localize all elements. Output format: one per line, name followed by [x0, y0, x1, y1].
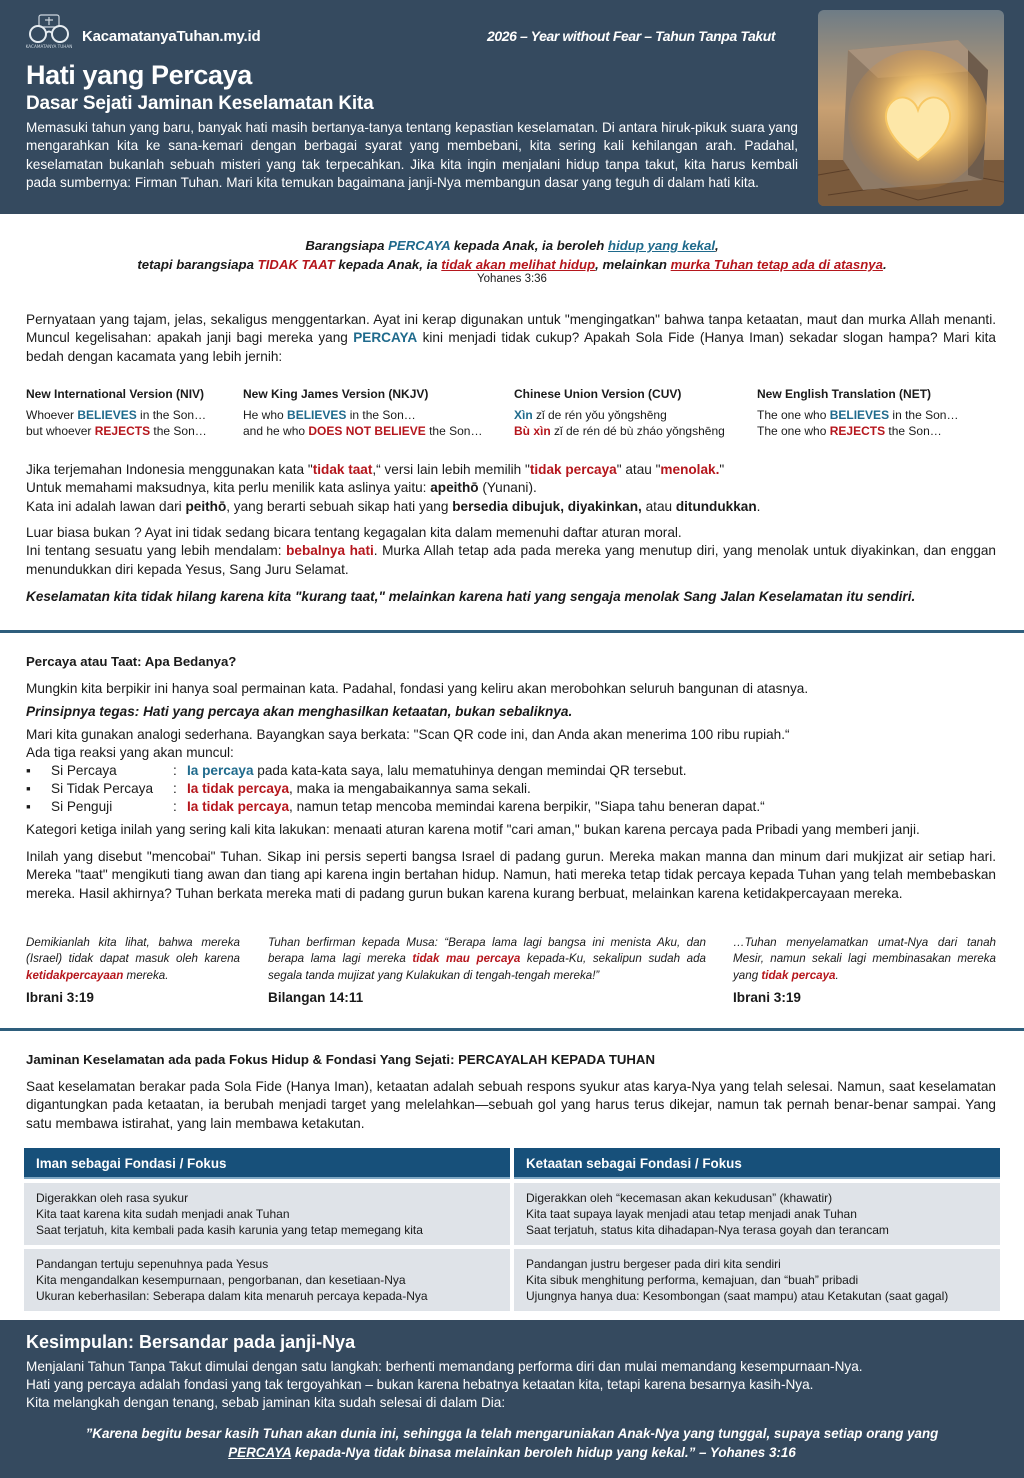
version-niv [26, 386, 207, 440]
believe-highlight: PERCAYA [353, 330, 418, 346]
verse-wrath: murka Tuhan tetap ada di atasnya [670, 257, 883, 272]
believe-underlined: PERCAYA [228, 1445, 292, 1460]
section-title-assurance: Jaminan Keselamatan ada pada Fokus Hidup & Fondasi Yang Sejati: PERCAYALAH KEPADA TUHAN [26, 1052, 655, 1067]
year-tagline: 2026 – Year without Fear – Tahun Tanpa Takut [487, 28, 776, 44]
paragraph-stubborn-heart: Luar biasa bukan ? Ayat ini tidak sedang bicara tentang kegagalan kita dalam memenuhi daftar aturan moral. Ini tentang sesuatu yang lebih mendalam: bebalnya hati. Murka Allah tetap ada pada mereka yang menutup diri, yang menolak untuk diyakinkan, dan enggan menundukkan diri kepada Yesus, Sang Juru Selamat. [26, 525, 996, 577]
stone-heart-image [818, 10, 1004, 206]
verse-not-see-life: tidak akan melihat hidup [441, 257, 596, 272]
version-title: Chinese Union Version (CUV) [514, 387, 682, 401]
conclusion-title: Kesimpulan: Bersandar pada janji-Nya [26, 1332, 356, 1352]
header-banner [0, 0, 1024, 214]
verse-believe: PERCAYA [388, 238, 451, 253]
version-title: New King James Version (NKJV) [243, 387, 429, 401]
table-header-faith: Iman sebagai Fondasi / Fokus [24, 1148, 510, 1179]
quote-hebrews-2: …Tuhan menyelamatkan umat-Nya dari tanah Mesir, namun sekali lagi membinasakan mereka yang tidak percaya. [733, 936, 996, 982]
list-item: ▪ Si Penguji : Ia tidak percaya, namun tetap mencoba memindai karena berpikir, "Siapa tahu beneran dapat.“ [26, 799, 765, 814]
quote-numbers: Tuhan berfirman kepada Musa: “Berapa lama lagi bangsa ini menista Aku, dan berapa lama lagi mereka tidak mau percaya kepada-Ku, sekalipun sudah ada segala tanda mujizat yang Kulakukan di tengah-tengah mereka!” [268, 936, 706, 982]
paragraph-greek-word: Jika terjemahan Indonesia menggunakan kata "tidak taat,“ versi lain lebih memilih "tidak percaya" atau "menolak." Untuk memahami maksudnya, kita perlu menilik kata aslinya yaitu: apeithō (Yunani). Kata ini adalah lawan dari peithō, yang berarti sebuah sikap hati yang bersedia dibujuk, diyakinkan, atau ditundukkan. [26, 462, 761, 514]
quote-hebrews-1: Demikianlah kita lihat, bahwa mereka (Israel) tidak dapat masuk oleh karena ketidakpercayaan mereka. [26, 936, 240, 982]
version-nkjv [243, 386, 482, 440]
quote-ref-numbers: Bilangan 14:11 [268, 990, 364, 1005]
section3-paragraph: Saat keselamatan berakar pada Sola Fide (Hanya Iman), ketaatan adalah sebuah respons syukur atas karya-Nya yang telah selesai. Namun, saat keselamatan digantungkan pada ketaatan, ia berubah menjadi target yang melelahkan—sebuah gol yang harus terus dikejar, namun tak pernah benar-benar sampai. Yang satu membawa istirahat, yang lain membawa ketakutan. [26, 1079, 996, 1131]
conclusion-quote: ”Karena begitu besar kasih Tuhan akan dunia ini, sehingga Ia telah mengaruniakan Anak-Nya yang tunggal, supaya setiap orang yang PERCAYA kepada-Nya tidak binasa melainkan beroleh hidup yang kekal.” – Yohanes 3:16 [85, 1426, 939, 1460]
section2-analogy: Mari kita gunakan analogi sederhana. Bayangkan saya berkata: "Scan QR code ini, dan Anda akan menerima 100 ribu rupiah.“ Ada tiga reaksi yang akan muncul: [26, 727, 790, 761]
glasses-logo-icon [26, 14, 72, 52]
list-item: ▪ Si Percaya : Ia percaya pada kata-kata saya, lalu mematuhinya dengan memindai QR tersebut. [26, 763, 687, 778]
version-cuv [514, 386, 725, 440]
verse-line-1: Barangsiapa PERCAYA kepada Anak, ia beroleh hidup yang kekal, [305, 238, 719, 253]
verse-line-2: tetapi barangsiapa TIDAK TAAT kepada Anak, ia tidak akan melihat hidup, melainkan murka Tuhan tetap ada di atasnya. [137, 257, 887, 272]
verse-eternal-life: hidup yang kekal [608, 238, 716, 253]
version-line-2: and he who DOES NOT BELIEVE the Son… [243, 424, 483, 438]
paragraph-intro-verse: Pernyataan yang tajam, jelas, sekaligus menggentarkan. Ayat ini kerap digunakan untuk "mengingatkan" bahwa tanpa ketaatan, maut dan murka Allah menanti. Muncul kegelisahan: apakah janji bagi mereka yang PERCAYA kini menjadi tidak cukup? Apakah Sola Fide (Hanya Iman) sekadar slogan hampa? Mari kita bedah dengan kacamata yang lebih jernih: [26, 312, 996, 364]
table-header-obedience: Ketaatan sebagai Fondasi / Fokus [514, 1148, 1000, 1179]
key-statement: Keselamatan kita tidak hilang karena kita "kurang taat," melainkan karena hati yang sengaja menolak Sang Jalan Keselamatan itu sendiri. [26, 589, 916, 604]
conclusion-footer [0, 1320, 1024, 1478]
section-divider [0, 630, 1024, 633]
table-row [24, 1183, 1000, 1245]
page-subtitle: Dasar Sejati Jaminan Keselamatan Kita [26, 93, 374, 114]
version-title: New International Version (NIV) [26, 387, 205, 401]
key-verse [0, 236, 1024, 274]
verse-disobey: TIDAK TAAT [257, 257, 335, 272]
logo-wordmark: KACAMATANYA TUHAN [26, 44, 72, 49]
section2-paragraph-category: Kategori ketiga inilah yang sering kali kita lakukan: menaati aturan karena motif "cari aman," bukan karena percaya pada Pribadi yang memberi janji. [26, 822, 920, 837]
table-header-row [24, 1148, 1000, 1179]
site-name[interactable]: KacamatanyaTuhan.my.id [82, 28, 261, 45]
version-line-1: Xìn zǐ de rén yǒu yǒngshēng [514, 407, 667, 422]
table-cell: Pandangan justru bergeser pada diri kita sendiri Kita sibuk menghitung performa, kemajuan, dan “buah” pribadi Ujungnya hanya dua: Kesombongan (saat mampu) atau Ketakutan (saat gagal) [514, 1249, 1000, 1311]
version-line-1: He who BELIEVES in the Son… [243, 407, 416, 422]
section-title-believe-obey: Percaya atau Taat: Apa Bedanya? [26, 654, 237, 669]
section-divider [0, 1028, 1024, 1031]
comparison-table [24, 1148, 1000, 1311]
quote-ref-hebrews-2: Ibrani 3:19 [733, 990, 801, 1005]
version-line-1: The one who BELIEVES in the Son… [757, 407, 959, 422]
version-title: New English Translation (NET) [757, 387, 932, 401]
quote-ref-hebrews-1: Ibrani 3:19 [26, 990, 94, 1005]
table-cell: Pandangan tertuju sepenuhnya pada Yesus Kita mengandalkan kesempurnaan, pengorbanan, dan kesetiaan-Nya Ukuran keberhasilan: Seberapa dalam kita menaruh percaya kepada-Nya [24, 1249, 510, 1311]
verse-reference: Yohanes 3:36 [477, 273, 547, 285]
section2-paragraph-israel: Inilah yang disebut "mencobai" Tuhan. Sikap ini persis seperti bangsa Israel di padang gurun. Mereka makan manna dan minum dari mukjizat air setiap hari. Mereka "taat" mengikuti tiang awan dan tiang api karena ingin bertahan hidup. Namun, hati mereka tetap tidak percaya kepada Tuhan yang telah membebaskan mereka. Hasil akhirnya? Tuhan berkata mereka mati di padang gurun bukan karena kurang berbuat, melainkan karena ketidakpercayaan mereka. [26, 849, 996, 901]
table-cell: Digerakkan oleh “kecemasan akan kekudusan” (khawatir) Kita taat supaya layak menjadi atau tetap menjadi anak Tuhan Saat terjatuh, status kita dihadapan-Nya terasa goyah dan terancam [514, 1183, 1000, 1245]
intro-paragraph: Memasuki tahun yang baru, banyak hati masih bertanya-tanya tentang kepastian keselamatan. Di antara hiruk-pikuk suara yang mengarahkan kita ke sana-kemari dengan berbagai syarat yang membebani, kita sering kali kehilangan arah. Padahal, keselamatan bukanlah sebuah misteri yang tak terpecahkan. Jika kita ingin menjalani hidup tanpa takut, kita harus kembali pada sumbernya: Firman Tuhan. Mari kita temukan bagaimana janji-Nya membangun dasar yang teguh di dalam hati kita. [26, 120, 798, 191]
section2-principle: Prinsipnya tegas: Hati yang percaya akan menghasilkan ketaatan, bukan sebaliknya. [26, 704, 573, 719]
list-item: ▪ Si Tidak Percaya : Ia tidak percaya, maka ia mengabaikannya sama sekali. [26, 781, 531, 796]
conclusion-body: Menjalani Tahun Tanpa Takut dimulai dengan satu langkah: berhenti memandang performa diri dan mulai memandang kesempurnaan-Nya. Hati yang percaya adalah fondasi yang tak tergoyahkan – bukan karena hebatnya ketaatan kita, tetapi karena besarnya kasih-Nya. Kita melangkah dengan tenang, sebab jaminan kita sudah selesai di dalam Dia: [26, 1359, 863, 1411]
version-line-1: Whoever BELIEVES in the Son… [26, 407, 207, 422]
version-line-2: The one who REJECTS the Son… [757, 424, 942, 438]
version-line-2: but whoever REJECTS the Son… [26, 424, 207, 438]
table-row [24, 1249, 1000, 1311]
version-net [757, 386, 958, 440]
section2-paragraph-1: Mungkin kita berpikir ini hanya soal permainan kata. Padahal, fondasi yang keliru akan merobohkan seluruh bangunan di atasnya. [26, 681, 809, 696]
reaction-list [26, 762, 765, 816]
page-title: Hati yang Percaya [26, 60, 252, 90]
table-cell: Digerakkan oleh rasa syukur Kita taat karena kita sudah menjadi anak Tuhan Saat terjatuh, kita kembali pada kasih karunia yang tetap memegang kita [24, 1183, 510, 1245]
version-line-2: Bù xìn zǐ de rén dé bù zháo yǒngshēng [514, 424, 725, 438]
